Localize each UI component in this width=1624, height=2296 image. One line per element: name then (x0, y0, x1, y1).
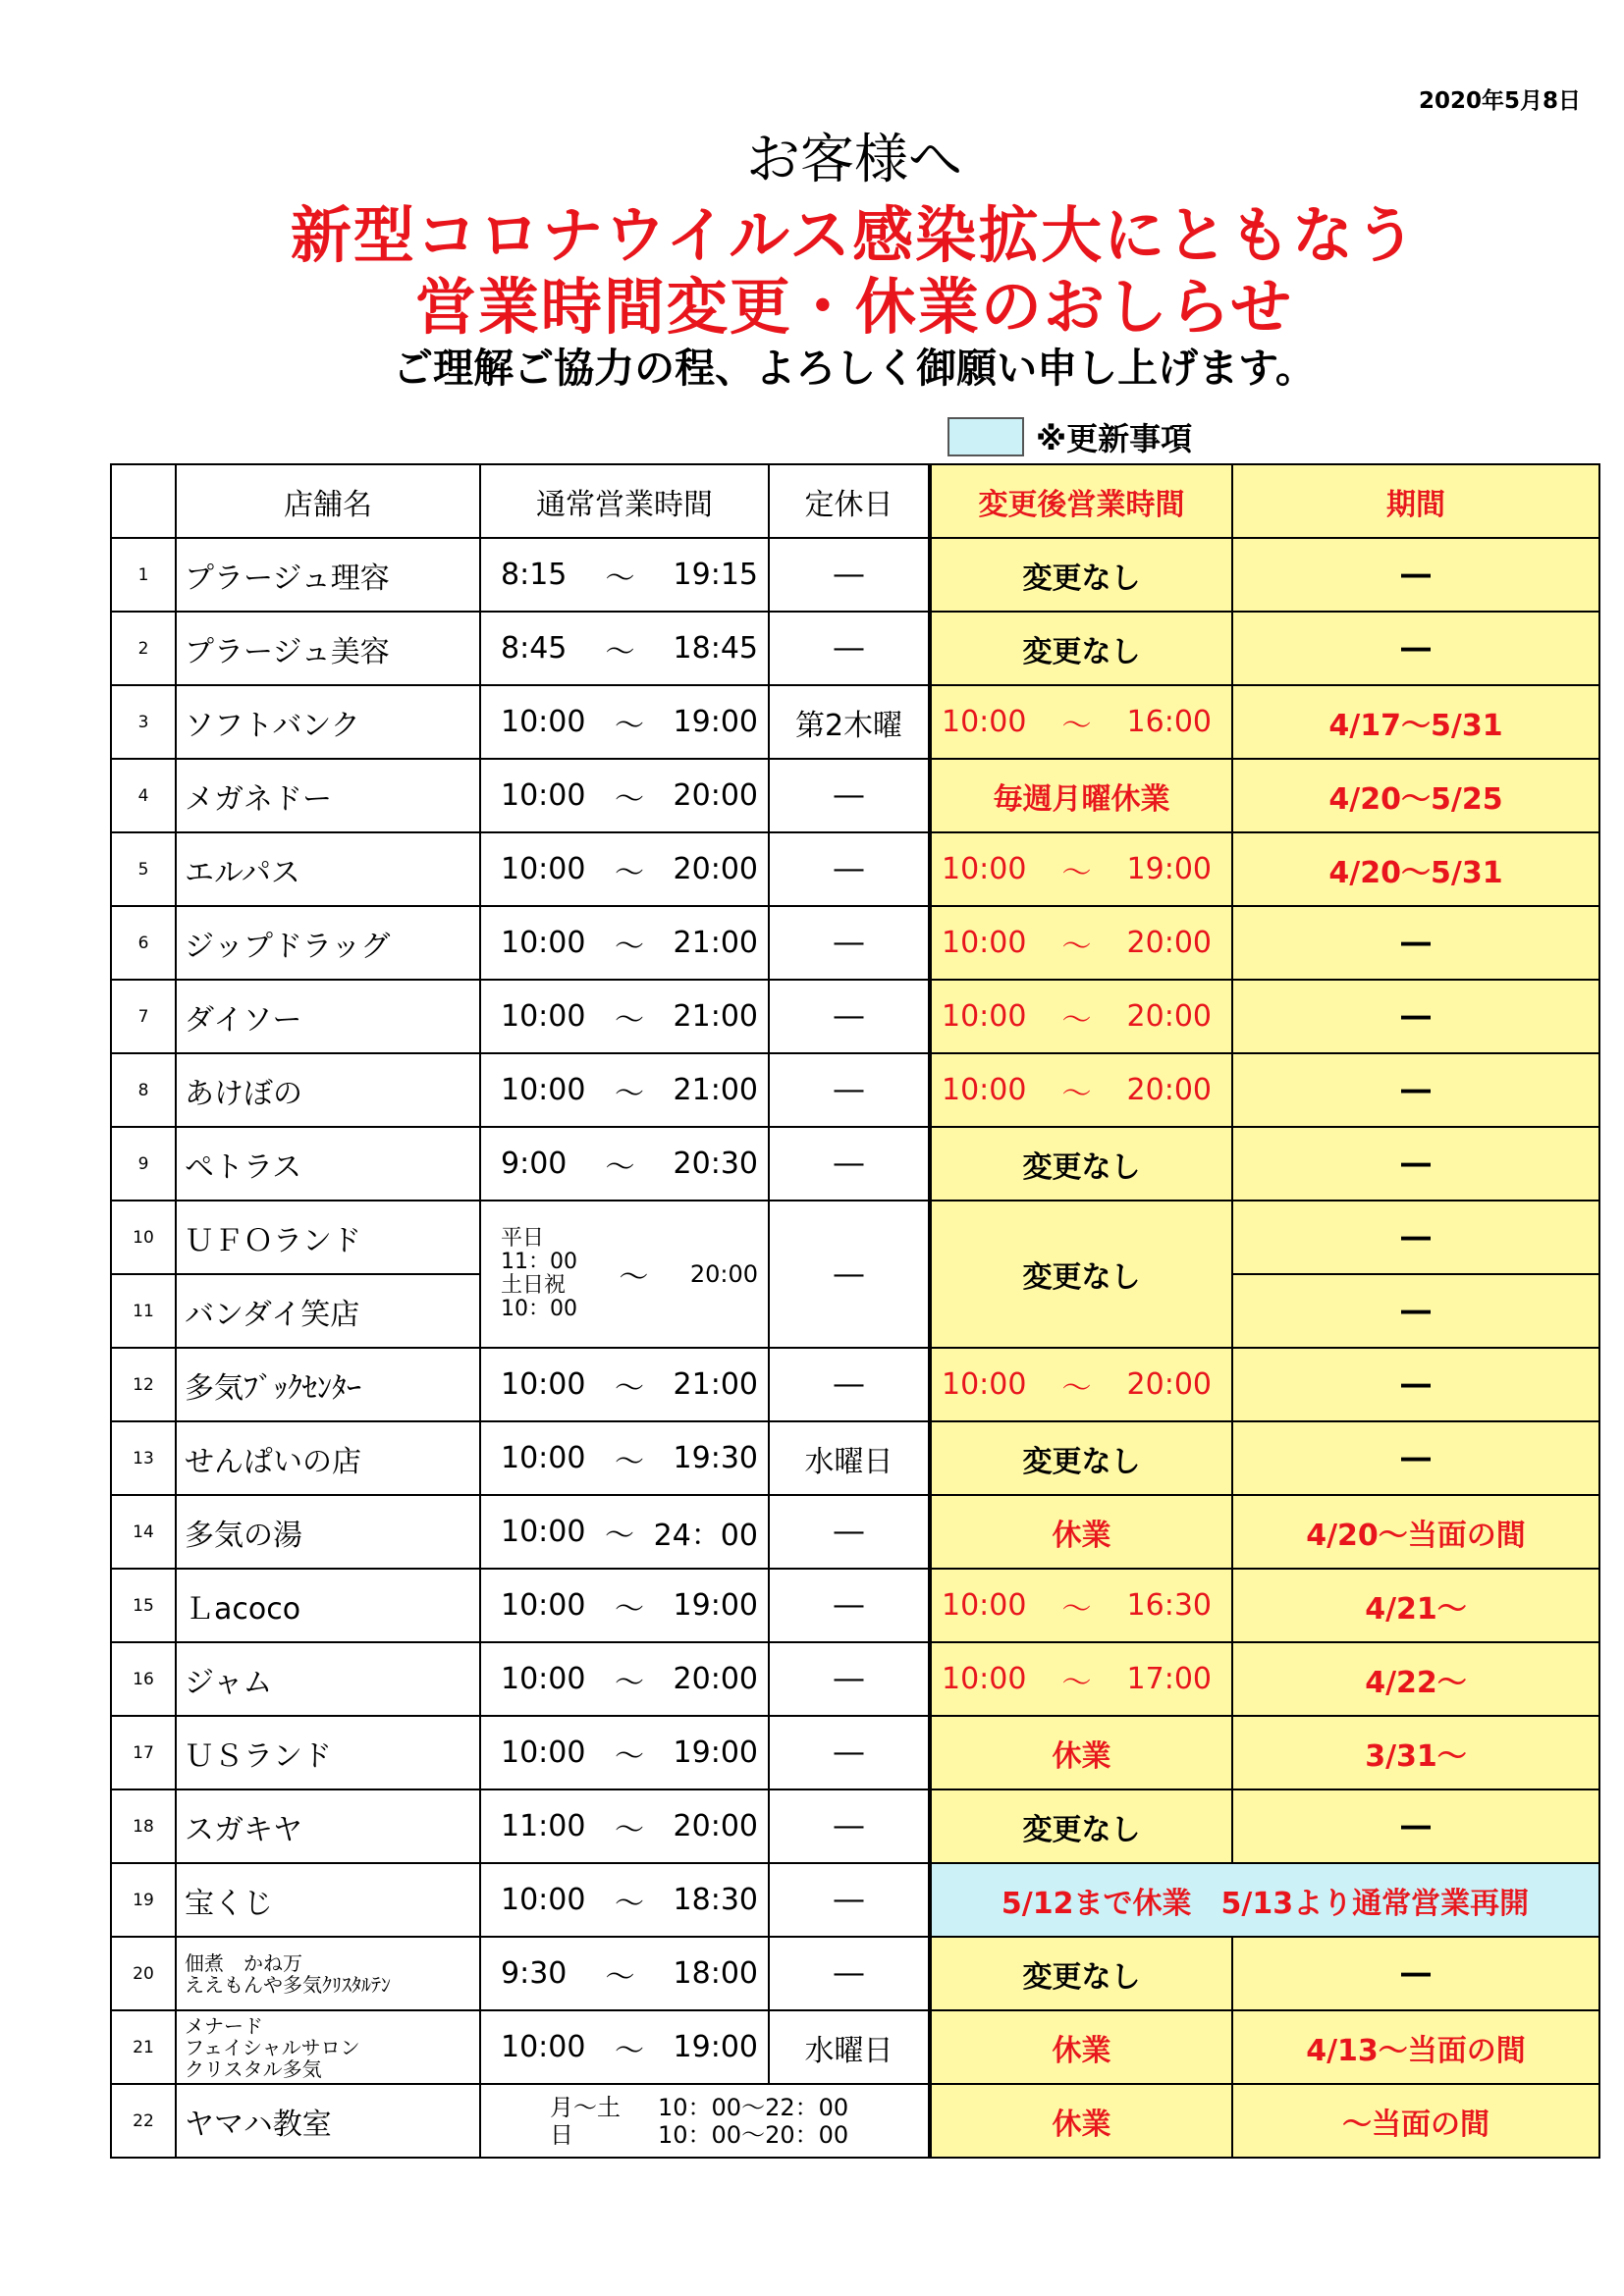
store-name: 宝くじ (176, 1863, 480, 1937)
store-name: ジャム (176, 1642, 480, 1716)
store-name-line: クリスタル多気 (185, 2056, 322, 2081)
tilde: ～ (615, 1444, 644, 1479)
closed-day: ― (769, 1863, 930, 1937)
changed-hours: 毎週月曜休業 (930, 759, 1232, 832)
tilde: ～ (1061, 1665, 1092, 1700)
changed-open-time: 10:00 (942, 1588, 1027, 1623)
tilde: ～ (615, 1665, 644, 1700)
table-row (111, 1569, 1599, 1642)
tilde: ～ (615, 1812, 644, 1847)
closed-day: 水曜日 (769, 2010, 930, 2084)
changed-hours: 変更なし (930, 1201, 1232, 1348)
table-row (111, 1642, 1599, 1716)
changed-hours: 休業 (930, 1716, 1232, 1789)
store-name-line: 佃煮 かね万 (185, 1950, 302, 1975)
tilde: ～ (1061, 708, 1092, 743)
row-no: 5 (111, 832, 176, 906)
regular-hours (480, 1495, 769, 1569)
regular-hours (480, 759, 769, 832)
store-name: スガキヤ (176, 1789, 480, 1863)
changed-hours: 変更なし (930, 1127, 1232, 1201)
store-name-line: メナード (185, 2013, 263, 2038)
changed-hours: 休業 (930, 2010, 1232, 2084)
store-name (176, 2010, 480, 2084)
regular-hours (480, 1127, 769, 1201)
changed-close-time: 20:00 (1126, 1073, 1212, 1107)
row-no: 10 (111, 1201, 176, 1274)
row-no: 9 (111, 1127, 176, 1201)
close-time: 19:15 (673, 558, 758, 592)
open-time: 10:00 (501, 1515, 586, 1549)
table-row (111, 1201, 1599, 1274)
regular-hours (480, 1789, 769, 1863)
holiday-open-time: 10：00 (501, 1297, 577, 1321)
open-time: 10:00 (501, 1883, 586, 1917)
title-main: 新型コロナウイルス感染拡大にともなう (290, 199, 1419, 271)
regular-hours (480, 1053, 769, 1127)
open-time: 10:00 (501, 778, 586, 813)
close-time: 18:45 (673, 631, 758, 666)
open-time: 10:00 (501, 1662, 586, 1696)
store-name-line: フェイシャルサロン (185, 2035, 360, 2059)
tilde: ～ (615, 781, 644, 817)
open-time: 10:00 (501, 1588, 586, 1623)
period: ～当面の間 (1232, 2084, 1599, 2158)
period: 4/13～当面の間 (1232, 2010, 1599, 2084)
tilde: ～ (615, 1370, 644, 1406)
close-time: 19:30 (673, 1441, 758, 1475)
day-range: 月～土 (550, 2093, 621, 2121)
tilde: ～ (605, 634, 635, 669)
changed-open-time: 10:00 (942, 1662, 1027, 1696)
row-no: 15 (111, 1569, 176, 1642)
table-row (111, 1495, 1599, 1569)
period: 3/31～ (1232, 1716, 1599, 1789)
title-greeting: お客様へ (745, 128, 962, 190)
changed-hours (930, 1348, 1232, 1421)
close-time: 20:00 (673, 1809, 758, 1843)
store-name: ダイソー (176, 980, 480, 1053)
table-row (111, 1127, 1599, 1201)
table-row (111, 1789, 1599, 1863)
store-name: ヤマハ教室 (176, 2084, 480, 2158)
open-time: 10:00 (501, 926, 586, 960)
changed-open-time: 10:00 (942, 705, 1027, 739)
tilde: ～ (615, 1738, 644, 1774)
document-date: 2020年5月8日 (1418, 88, 1581, 114)
changed-hours: 変更なし (930, 1421, 1232, 1495)
open-time: 9:00 (501, 1147, 568, 1181)
table-row (111, 2010, 1599, 2084)
closed-day: ― (769, 1789, 930, 1863)
period: ― (1232, 1274, 1599, 1348)
table-row (111, 2084, 1599, 2158)
open-time: 10:00 (501, 705, 586, 739)
closed-day: ― (769, 538, 930, 612)
row-no: 1 (111, 538, 176, 612)
open-time: 9:30 (501, 1956, 568, 1991)
legend-label: ※更新事項 (1036, 420, 1193, 457)
header-closed: 定休日 (769, 464, 930, 538)
store-name: 多気ﾌﾞｯｸｾﾝﾀｰ (176, 1348, 480, 1421)
changed-hours (930, 980, 1232, 1053)
closed-day: 水曜日 (769, 1421, 930, 1495)
closed-day: ― (769, 1053, 930, 1127)
regular-hours (480, 612, 769, 685)
subtitle: ご理解ご協力の程、よろしく御願い申し上げます。 (393, 345, 1316, 392)
row-no: 17 (111, 1716, 176, 1789)
open-time: 10:00 (501, 1073, 586, 1107)
split-open-times (501, 1227, 577, 1321)
title-notice: 営業時間変更・休業のおしらせ (414, 271, 1294, 343)
open-time: 10:00 (501, 999, 586, 1034)
regular-hours (480, 1863, 769, 1937)
close-time: 18:30 (673, 1883, 758, 1917)
closed-day: 第2木曜 (769, 685, 930, 759)
close-time: 24：00 (653, 1518, 758, 1553)
changed-open-time: 10:00 (942, 852, 1027, 886)
close-time: 21:00 (673, 999, 758, 1034)
period: 4/21～ (1232, 1569, 1599, 1642)
changed-open-time: 10:00 (942, 926, 1027, 960)
store-name: ＵＳランド (176, 1716, 480, 1789)
open-time: 10:00 (501, 1441, 586, 1475)
legend (947, 414, 1192, 459)
closed-day: ― (769, 1348, 930, 1421)
closed-day: ― (769, 1569, 930, 1642)
close-time: 19:00 (673, 2030, 758, 2064)
day-range: 日 (550, 2120, 573, 2149)
store-name: ＵＦＯランド (176, 1201, 480, 1274)
close-time: 20:00 (673, 1662, 758, 1696)
header-period: 期間 (1232, 464, 1599, 538)
period: ― (1232, 1789, 1599, 1863)
close-time: 21:00 (673, 1367, 758, 1402)
open-time: 10:00 (501, 1367, 586, 1402)
store-name: プラージュ美容 (176, 612, 480, 685)
changed-hours: 変更なし (930, 1937, 1232, 2010)
table-row (111, 759, 1599, 832)
row-no: 11 (111, 1274, 176, 1348)
tilde: ～ (1061, 855, 1092, 890)
regular-hours (480, 906, 769, 980)
row-no: 12 (111, 1348, 176, 1421)
tilde: ～ (615, 1002, 644, 1038)
store-name: せんぱいの店 (176, 1421, 480, 1495)
store-name: Ｌacoco (176, 1569, 480, 1642)
row-no: 21 (111, 2010, 176, 2084)
store-name: ペトラス (176, 1127, 480, 1201)
store-hours-table (110, 463, 1600, 2159)
changed-open-time: 10:00 (942, 1073, 1027, 1107)
changed-close-time: 17:00 (1126, 1662, 1212, 1696)
close-time: 19:00 (673, 1588, 758, 1623)
changed-hours (930, 1053, 1232, 1127)
changed-hours (930, 1569, 1232, 1642)
open-time: 10:00 (501, 2030, 586, 2064)
row-no: 14 (111, 1495, 176, 1569)
close-time: 20:00 (673, 778, 758, 813)
closed-day: ― (769, 832, 930, 906)
table-header-row (111, 464, 1599, 538)
open-time: 10:00 (501, 852, 586, 886)
regular-hours (480, 1421, 769, 1495)
store-name: あけぼの (176, 1053, 480, 1127)
row-no: 20 (111, 1937, 176, 2010)
regular-hours (480, 1937, 769, 2010)
table-row (111, 612, 1599, 685)
period: ― (1232, 612, 1599, 685)
period: 4/20～5/25 (1232, 759, 1599, 832)
regular-hours (480, 1348, 769, 1421)
row-no: 7 (111, 980, 176, 1053)
changed-hours: 変更なし (930, 1789, 1232, 1863)
regular-hours (480, 2084, 930, 2158)
tilde: ～ (615, 929, 644, 964)
table-row (111, 1716, 1599, 1789)
time-range: 10：00～20：00 (658, 2120, 849, 2149)
changed-hours (930, 685, 1232, 759)
row-no: 2 (111, 612, 176, 685)
store-name: ジップドラッグ (176, 906, 480, 980)
legend-swatch (947, 417, 1024, 456)
regular-hours (480, 832, 769, 906)
closed-day: ― (769, 612, 930, 685)
tilde: ～ (1061, 1370, 1092, 1406)
tilde: ～ (1061, 1002, 1092, 1038)
changed-hours (930, 906, 1232, 980)
closed-day: ― (769, 1937, 930, 2010)
table-row (111, 1863, 1599, 1937)
period: ― (1232, 1201, 1599, 1274)
regular-hours (480, 2010, 769, 2084)
tilde: ～ (615, 1076, 644, 1111)
row-no: 16 (111, 1642, 176, 1716)
period: ― (1232, 980, 1599, 1053)
period: 4/17～5/31 (1232, 685, 1599, 759)
close-time: 21:00 (673, 1073, 758, 1107)
period: ― (1232, 906, 1599, 980)
regular-hours (480, 538, 769, 612)
changed-hours: 休業 (930, 1495, 1232, 1569)
store-name: プラージュ理容 (176, 538, 480, 612)
row-no: 22 (111, 2084, 176, 2158)
close-time: 20:00 (673, 852, 758, 886)
close-time: 18:00 (673, 1956, 758, 1991)
row-no: 6 (111, 906, 176, 980)
close-time: 21:00 (673, 926, 758, 960)
table-row (111, 1053, 1599, 1127)
period: ― (1232, 1937, 1599, 2010)
period: 4/20～5/31 (1232, 832, 1599, 906)
changed-hours: 変更なし (930, 612, 1232, 685)
period: ― (1232, 1348, 1599, 1421)
tilde: ～ (605, 561, 635, 596)
changed-hours-updated: 5/12まで休業 5/13より通常営業再開 (930, 1863, 1599, 1937)
table-row (111, 1348, 1599, 1421)
store-name: メガネドー (176, 759, 480, 832)
store-name: バンダイ笑店 (176, 1274, 480, 1348)
store-name: ソフトバンク (176, 685, 480, 759)
tilde: ～ (615, 2033, 644, 2068)
weekday-label: 平日 (501, 1226, 545, 1251)
row-no: 19 (111, 1863, 176, 1937)
closed-day: ― (769, 906, 930, 980)
store-name-line: ええもんや多気ｸﾘｽﾀﾙﾃﾝ (185, 1972, 391, 1997)
tilde: ～ (615, 855, 644, 890)
tilde: ～ (615, 708, 644, 743)
closed-day: ― (769, 980, 930, 1053)
tilde: ～ (605, 1518, 635, 1553)
table-row (111, 832, 1599, 906)
open-time: 11:00 (501, 1809, 586, 1843)
tilde: ～ (1061, 1591, 1092, 1627)
changed-close-time: 16:30 (1126, 1588, 1212, 1623)
changed-close-time: 19:00 (1126, 852, 1212, 886)
period: ― (1232, 1421, 1599, 1495)
closed-day: ― (769, 1495, 930, 1569)
regular-hours (480, 1642, 769, 1716)
closed-day: ― (769, 1127, 930, 1201)
close-time: 19:00 (673, 705, 758, 739)
changed-close-time: 16:00 (1126, 705, 1212, 739)
tilde: ～ (615, 1886, 644, 1921)
table-row (111, 1421, 1599, 1495)
header-hours: 通常営業時間 (480, 464, 769, 538)
changed-hours (930, 1642, 1232, 1716)
header-changed: 変更後営業時間 (930, 464, 1232, 538)
period: ― (1232, 1127, 1599, 1201)
changed-close-time: 20:00 (1126, 1367, 1212, 1402)
row-no: 13 (111, 1421, 176, 1495)
row-no: 8 (111, 1053, 176, 1127)
open-time: 8:15 (501, 558, 568, 592)
regular-hours (480, 980, 769, 1053)
table-row (111, 980, 1599, 1053)
changed-close-time: 20:00 (1126, 926, 1212, 960)
header-name: 店舗名 (176, 464, 480, 538)
tilde: ～ (1061, 1076, 1092, 1111)
changed-hours: 変更なし (930, 538, 1232, 612)
period: 4/22～ (1232, 1642, 1599, 1716)
tilde: ～ (605, 1149, 635, 1185)
closed-day: ― (769, 1716, 930, 1789)
closed-day: ― (769, 1201, 930, 1348)
regular-hours (480, 1569, 769, 1642)
open-time: 10:00 (501, 1735, 586, 1770)
close-time: 20:00 (689, 1260, 758, 1288)
regular-hours (480, 1716, 769, 1789)
header-no (111, 464, 176, 538)
time-range: 10：00～22：00 (658, 2093, 849, 2121)
close-time: 19:00 (673, 1735, 758, 1770)
table-row (111, 538, 1599, 612)
period: 4/20～当面の間 (1232, 1495, 1599, 1569)
tilde: ～ (1061, 929, 1092, 964)
store-name: 多気の湯 (176, 1495, 480, 1569)
changed-open-time: 10:00 (942, 1367, 1027, 1402)
regular-hours (480, 1201, 769, 1348)
tilde: ～ (605, 1959, 635, 1995)
table-row (111, 1937, 1599, 2010)
row-no: 18 (111, 1789, 176, 1863)
open-time: 8:45 (501, 631, 568, 666)
tilde: ～ (619, 1260, 649, 1295)
closed-day: ― (769, 759, 930, 832)
row-no: 3 (111, 685, 176, 759)
store-name (176, 1937, 480, 2010)
period: ― (1232, 1053, 1599, 1127)
store-name: エルパス (176, 832, 480, 906)
holiday-label: 土日祝 (501, 1273, 567, 1298)
changed-open-time: 10:00 (942, 999, 1027, 1034)
changed-hours: 休業 (930, 2084, 1232, 2158)
weekday-open-time: 11：00 (501, 1250, 577, 1274)
close-time: 20:30 (673, 1147, 758, 1181)
table-row (111, 906, 1599, 980)
table-row (111, 685, 1599, 759)
regular-hours (480, 685, 769, 759)
row-no: 4 (111, 759, 176, 832)
changed-close-time: 20:00 (1126, 999, 1212, 1034)
tilde: ～ (615, 1591, 644, 1627)
changed-hours (930, 832, 1232, 906)
closed-day: ― (769, 1642, 930, 1716)
period: ― (1232, 538, 1599, 612)
